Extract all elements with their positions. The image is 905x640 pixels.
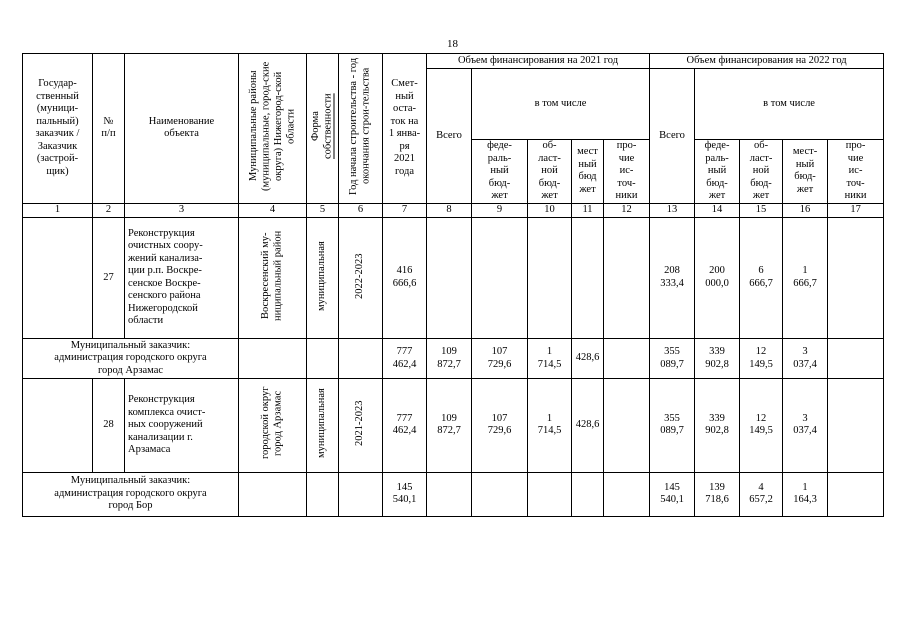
cell-ownership <box>307 472 339 516</box>
header-ownership-a: Форма <box>310 111 321 141</box>
cell-federal-2022: 200 000,0 <box>695 217 740 339</box>
cell-estimate: 777 462,4 <box>383 379 427 473</box>
cell-federal-2022: 339 902,8 <box>695 379 740 473</box>
cell-other-2021 <box>604 379 650 473</box>
table-row <box>23 379 884 473</box>
cell-federal-2022: 339 902,8 <box>695 339 740 379</box>
cell-regional-2021 <box>528 217 572 339</box>
col-number: 10 <box>528 203 572 217</box>
header-including-2022: в том числе <box>695 69 884 140</box>
header-customer: Государ- ственный (муници- пальный) заказчик / Заказчик (застрой- щик) <box>23 54 93 204</box>
cell-total-2022: 145 540,1 <box>650 472 695 516</box>
cell-num: 28 <box>93 379 125 473</box>
header-total-2022: Всего <box>650 69 695 204</box>
cell-regional-2022: 12 149,5 <box>740 379 783 473</box>
table-row <box>23 217 884 339</box>
header-ownership-b: собственности <box>322 93 334 159</box>
header-row-1 <box>23 54 884 69</box>
cell-num: 27 <box>93 217 125 339</box>
cell-object-name: Реконструкция очистных соору- жений канализа- ции р.п. Воскре- сенское Воскре- сенского района Нижегородской области <box>125 217 239 339</box>
cell-total-2021: 109 872,7 <box>427 379 472 473</box>
header-num: № п/п <box>93 54 125 204</box>
cell-local-2021: 428,6 <box>572 339 604 379</box>
cell-local-2022: 1 666,7 <box>783 217 828 339</box>
cell-regional-2022: 4 657,2 <box>740 472 783 516</box>
summary-label: Муниципальный заказчик: администрация городского округа город Бор <box>23 472 239 516</box>
cell-total-2022: 208 333,4 <box>650 217 695 339</box>
cell-district <box>239 472 307 516</box>
cell-other-2021 <box>604 472 650 516</box>
col-number: 5 <box>307 203 339 217</box>
header-including-2021: в том числе <box>472 69 650 140</box>
cell-district-text: городской округ город Арзамас <box>260 386 284 460</box>
header-ownership-text <box>310 54 335 198</box>
col-number: 12 <box>604 203 650 217</box>
cell-total-2022: 355 089,7 <box>650 379 695 473</box>
cell-estimate: 416 666,6 <box>383 217 427 339</box>
cell-federal-2021 <box>472 217 528 339</box>
header-years <box>339 54 383 204</box>
cell-federal-2021: 107 729,6 <box>472 339 528 379</box>
cell-total-2021 <box>427 217 472 339</box>
cell-regional-2022: 6 666,7 <box>740 217 783 339</box>
col-number: 8 <box>427 203 472 217</box>
cell-regional-2021: 1 714,5 <box>528 339 572 379</box>
summary-row <box>23 472 884 516</box>
header-fin2022: Объем финансирования на 2022 год <box>650 54 884 69</box>
header-regional-2022: об- ласт- ной бюд- жет <box>740 140 783 204</box>
cell-local-2022: 1 164,3 <box>783 472 828 516</box>
cell-other-2021 <box>604 217 650 339</box>
cell-other-2022 <box>828 217 884 339</box>
cell-regional-2021: 1 714,5 <box>528 379 572 473</box>
cell-other-2022 <box>828 472 884 516</box>
header-local-2021: мест ный бюд жет <box>572 140 604 204</box>
header-ownership <box>307 54 339 204</box>
cell-customer <box>23 217 93 339</box>
cell-estimate: 777 462,4 <box>383 339 427 379</box>
cell-federal-2022: 139 718,6 <box>695 472 740 516</box>
cell-regional-2021 <box>528 472 572 516</box>
cell-local-2021 <box>572 217 604 339</box>
summary-row <box>23 339 884 379</box>
col-number: 11 <box>572 203 604 217</box>
cell-district <box>239 379 307 473</box>
cell-estimate: 145 540,1 <box>383 472 427 516</box>
cell-total-2022: 355 089,7 <box>650 339 695 379</box>
cell-district <box>239 339 307 379</box>
cell-other-2021 <box>604 339 650 379</box>
cell-local-2022: 3 037,4 <box>783 379 828 473</box>
header-object-name: Наименование объекта <box>125 54 239 204</box>
col-number: 15 <box>740 203 783 217</box>
cell-ownership <box>307 217 339 339</box>
cell-local-2021 <box>572 472 604 516</box>
cell-ownership <box>307 379 339 473</box>
col-number: 17 <box>828 203 884 217</box>
col-number: 4 <box>239 203 307 217</box>
cell-district <box>239 217 307 339</box>
col-number: 6 <box>339 203 383 217</box>
header-federal-2022: феде- раль- ный бюд- жет <box>695 140 740 204</box>
cell-ownership-text: муниципальная <box>316 240 328 311</box>
cell-local-2022: 3 037,4 <box>783 339 828 379</box>
cell-total-2021 <box>427 472 472 516</box>
column-number-row <box>23 203 884 217</box>
col-number: 16 <box>783 203 828 217</box>
header-other-2022: про- чие ис- точ- ники <box>828 140 884 204</box>
col-number: 13 <box>650 203 695 217</box>
cell-customer <box>23 379 93 473</box>
cell-years <box>339 217 383 339</box>
cell-years <box>339 379 383 473</box>
cell-years <box>339 472 383 516</box>
col-number: 9 <box>472 203 528 217</box>
cell-ownership-text: муниципальная <box>316 388 328 458</box>
cell-other-2022 <box>828 379 884 473</box>
cell-local-2021: 428,6 <box>572 379 604 473</box>
header-other-2021: про- чие ис- точ- ники <box>604 140 650 204</box>
header-regional-2021: об- ласт- ной бюд- жет <box>528 140 572 204</box>
header-years-text: Год начала строительства - год окончания строи-тельства <box>348 57 372 195</box>
header-local-2022: мест- ный бюд- жет <box>783 140 828 204</box>
header-districts-text: Муниципальные районы (муниципальные, город-ские округа) Нижегород-ской области <box>247 61 296 191</box>
financing-table <box>22 53 884 517</box>
col-number: 1 <box>23 203 93 217</box>
cell-years-text: 2022-2023 <box>354 252 366 299</box>
cell-federal-2021: 107 729,6 <box>472 379 528 473</box>
cell-years <box>339 339 383 379</box>
col-number: 2 <box>93 203 125 217</box>
cell-total-2021: 109 872,7 <box>427 339 472 379</box>
cell-ownership <box>307 339 339 379</box>
cell-regional-2022: 12 149,5 <box>740 339 783 379</box>
header-total-2021: Всего <box>427 69 472 204</box>
header-estimate: Смет- ный оста- ток на 1 янва- ря 2021 года <box>383 54 427 204</box>
cell-other-2022 <box>828 339 884 379</box>
cell-federal-2021 <box>472 472 528 516</box>
summary-label: Муниципальный заказчик: администрация городского округа город Арзамас <box>23 339 239 379</box>
cell-object-name: Реконструкция комплекса очист- ных сооружений канализации г. Арзамаса <box>125 379 239 473</box>
header-federal-2021: феде- раль- ный бюд- жет <box>472 140 528 204</box>
page-number: 18 <box>447 38 458 50</box>
col-number: 7 <box>383 203 427 217</box>
header-districts <box>239 54 307 204</box>
col-number: 3 <box>125 203 239 217</box>
cell-district-text: Воскресенский му-ниципальный район <box>260 230 284 321</box>
col-number: 14 <box>695 203 740 217</box>
header-fin2021: Объем финансирования на 2021 год <box>427 54 650 69</box>
cell-years-text: 2021-2023 <box>354 400 366 446</box>
